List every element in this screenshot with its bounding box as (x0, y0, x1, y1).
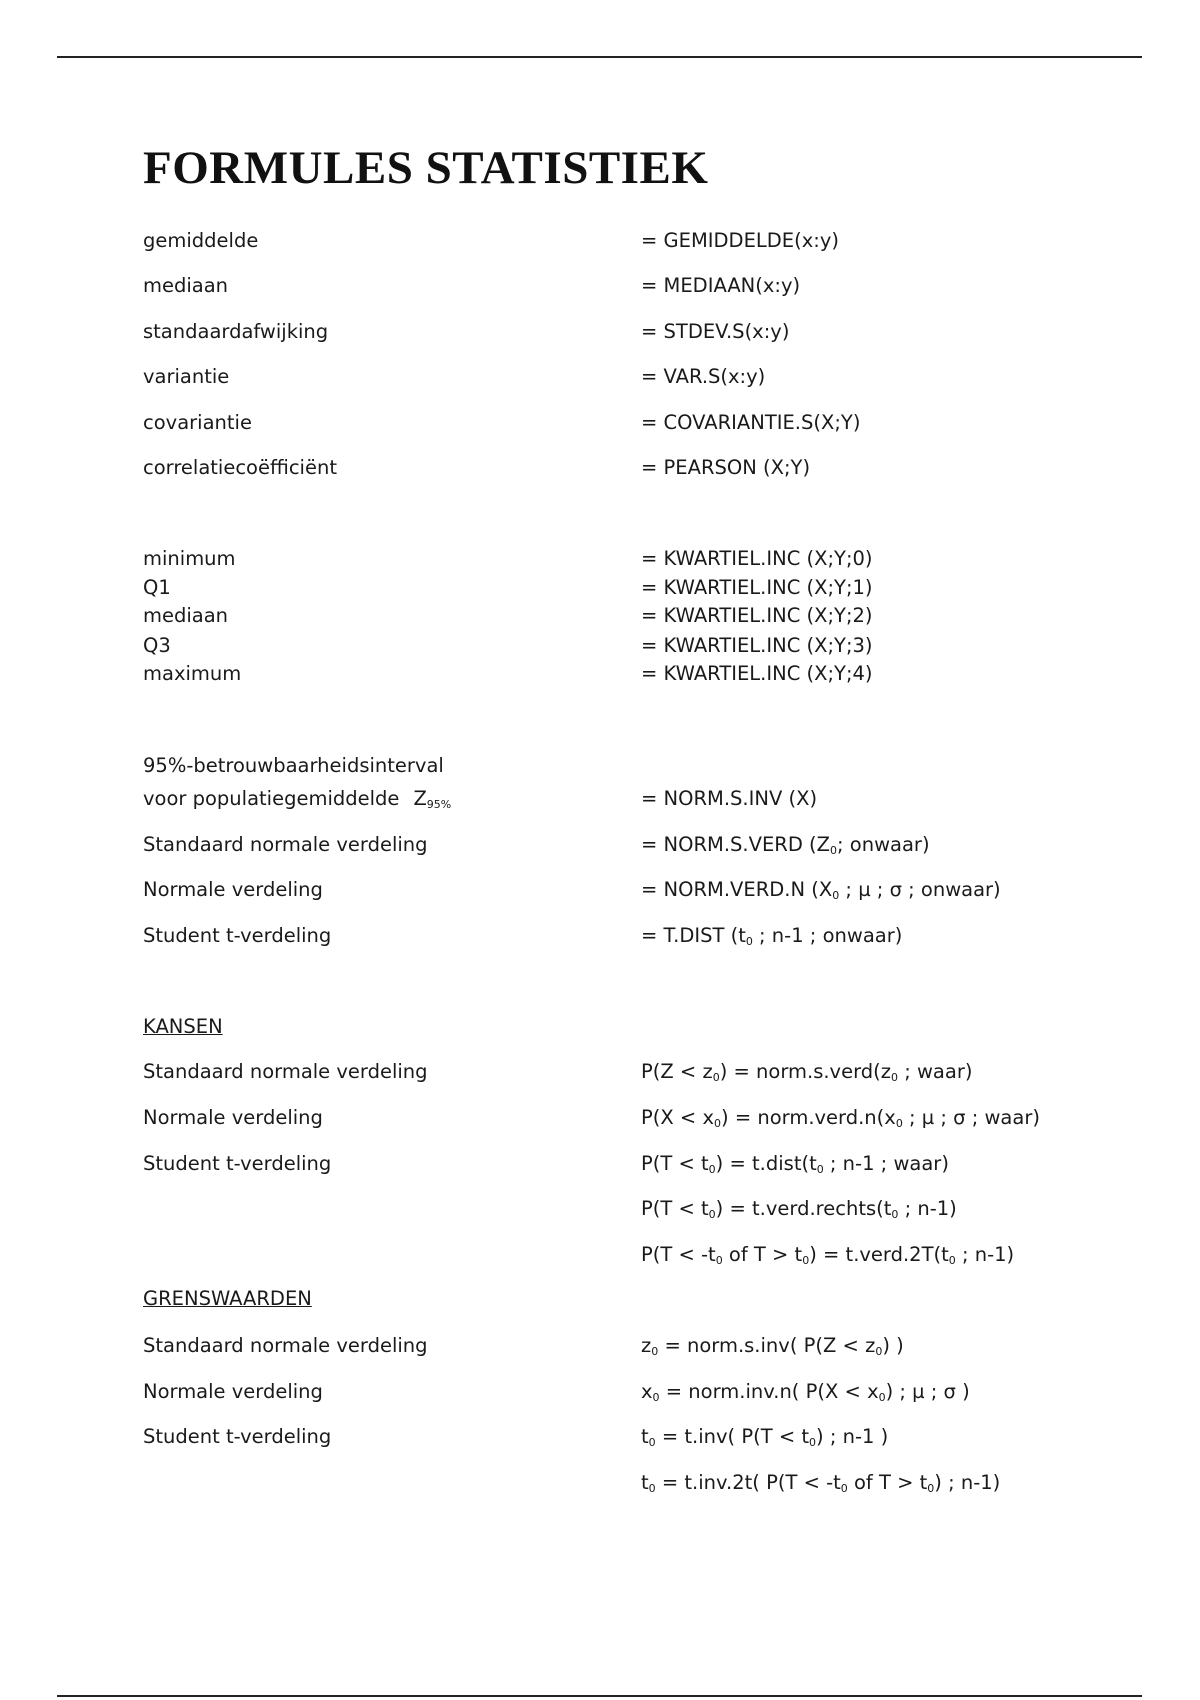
formula-label: gemiddelde (143, 229, 259, 252)
formula-value: = MEDIAAN(x:y) (641, 274, 801, 297)
formula-label: variantie (143, 365, 230, 388)
quartile-formula: = KWARTIEL.INC (X;Y;0) (641, 547, 873, 570)
normal-label: Normale verdeling (143, 1380, 323, 1403)
ci-label-line1: 95%-betrouwbaarheidsinterval (143, 754, 444, 777)
list-item (0, 1105, 1200, 1131)
formula-value: = GEMIDDELDE(x:y) (641, 229, 839, 252)
section-heading-row (0, 1286, 1200, 1312)
student-label: Student t-verdeling (143, 1152, 332, 1175)
list-item (0, 546, 1200, 572)
list-item (0, 923, 1200, 949)
quartile-label: maximum (143, 662, 242, 685)
formula-value: = COVARIANTIE.S(X;Y) (641, 411, 861, 434)
kans-formula: $P(T < -t_0$ of $T > t_0$) = $t.verd.2T(t_0$ ; n-1) (641, 1243, 1015, 1267)
formula-value: = PEARSON (X;Y) (641, 456, 811, 479)
normal-label: Normale verdeling (143, 1106, 323, 1129)
quartile-label: mediaan (143, 604, 229, 627)
section-heading-row (0, 1014, 1200, 1040)
grens-formula: $z_0$ = norm.s.inv( $P(Z < z_0)$ ) (641, 1334, 904, 1358)
kans-formula: $P(T < t_0)$ = $t.dist(t_0$ ; n-1 ; waar) (641, 1152, 949, 1176)
list-item (0, 273, 1200, 299)
quartile-formula: = KWARTIEL.INC (X;Y;2) (641, 604, 873, 627)
list-item (0, 575, 1200, 601)
list-item (0, 1470, 1200, 1496)
formula-value: = VAR.S(x:y) (641, 365, 766, 388)
formula-label: mediaan (143, 274, 229, 297)
list-item (0, 1196, 1200, 1222)
quartile-formula: = KWARTIEL.INC (X;Y;1) (641, 576, 873, 599)
kans-formula: $P(Z < z_0)$ = $norm.s.verd(z_0$ ; waar) (641, 1060, 973, 1084)
kansen-heading: KANSEN (143, 1015, 223, 1038)
list-item (0, 1059, 1200, 1085)
list-item (0, 1424, 1200, 1450)
list-item (0, 1333, 1200, 1359)
top-rule (57, 56, 1142, 58)
list-item (0, 1151, 1200, 1177)
quartile-label: minimum (143, 547, 236, 570)
list-item (0, 1242, 1200, 1268)
list-item (0, 410, 1200, 436)
std-normal-label: Standaard normale verdeling (143, 1060, 428, 1083)
std-normal-formula: = NORM.S.VERD ($Z_0$; onwaar) (641, 833, 930, 857)
list-item (0, 1379, 1200, 1405)
list-item (0, 661, 1200, 687)
list-item (0, 228, 1200, 254)
std-normal-label: Standaard normale verdeling (143, 833, 428, 856)
normal-label: Normale verdeling (143, 878, 323, 901)
kans-formula: $P(T < t_0)$ = $t.verd.rechts(t_0$ ; n-1) (641, 1197, 957, 1221)
formula-value: = STDEV.S(x:y) (641, 320, 790, 343)
list-item (0, 603, 1200, 629)
student-label: Student t-verdeling (143, 1425, 332, 1448)
grens-formula: $t_0 = t.inv$( $P(T < t_0)$ ; n-1 ) (641, 1425, 889, 1449)
formula-label: standaardafwijking (143, 320, 329, 343)
formula-label: covariantie (143, 411, 252, 434)
student-label: Student t-verdeling (143, 924, 332, 947)
quartile-formula: = KWARTIEL.INC (X;Y;3) (641, 634, 873, 657)
grenswaarden-heading: GRENSWAARDEN (143, 1287, 312, 1310)
std-normal-label: Standaard normale verdeling (143, 1334, 428, 1357)
list-item (0, 319, 1200, 345)
student-formula: = T.DIST ($t_0$ ; n-1 ; onwaar) (641, 924, 903, 948)
list-item (0, 786, 1200, 812)
ci-formula: = NORM.S.INV (X) (641, 787, 818, 810)
grens-formula: $x_0$ = norm.inv.n( $P(X < x_0)$ ; µ ; σ ) (641, 1380, 970, 1404)
ci-heading-row (0, 753, 1200, 779)
normal-formula: = NORM.VERD.N ($X_0$ ; µ ; σ ; onwaar) (641, 878, 1001, 902)
quartile-label: Q1 (143, 576, 171, 599)
quartile-formula: = KWARTIEL.INC (X;Y;4) (641, 662, 873, 685)
list-item (0, 364, 1200, 390)
quartile-label: Q3 (143, 634, 171, 657)
bottom-rule (57, 1695, 1142, 1697)
page-title: FORMULES STATISTIEK (143, 142, 709, 194)
formula-label: correlatiecoëfficiënt (143, 456, 337, 479)
list-item (0, 877, 1200, 903)
kans-formula: $P(X < x_0)$ = $norm.verd.n(x_0$ ; µ ; σ ; waar) (641, 1106, 1040, 1130)
ci-label-line2: voor populatiegemiddelde $Z_{95\%}$ (143, 787, 452, 811)
list-item (0, 633, 1200, 659)
grens-formula: $t_0 = t.inv.2t$( $P(T < -t_0$ of $T > t_0$) ; n-1) (641, 1471, 1001, 1495)
list-item (0, 832, 1200, 858)
list-item (0, 455, 1200, 481)
